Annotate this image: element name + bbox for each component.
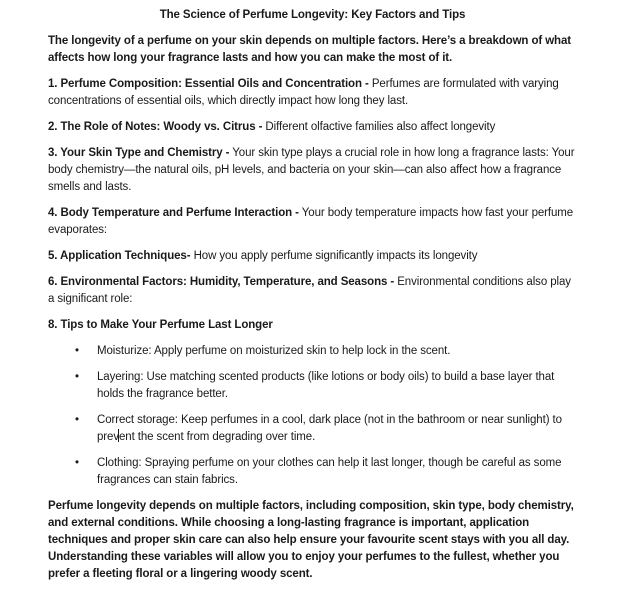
section-3-body: Your skin type plays a crucial role in how long a fragrance lasts: Your body chemistry—the natural oils, pH levels, and bacteria on your skin—can also affect how a fragrance smells and lasts. [48,147,575,193]
list-item [48,412,577,446]
tip-storage-before-caret: Correct storage: Keep perfumes in a cool, dark place (not in the bathroom or near sunlight) to prev [97,414,562,443]
intro-paragraph: The longevity of a perfume on your skin depends on multiple factors. Here’s a breakdown of what affects how long your fragrance lasts and how you can make the most of it. [48,35,571,64]
section-4 [48,205,577,239]
section-2-body: Different olfactive families also affect longevity [265,121,496,133]
section-6-heading: 6. Environmental Factors: Humidity, Temperature, and Seasons - [48,276,395,288]
section-8 [48,317,577,334]
tip-storage-after-caret: ent the scent from degrading over time. [118,431,316,443]
section-5-heading: 5. Application Techniques- [48,250,191,262]
section-1-heading: 1. Perfume Composition: Essential Oils and Concentration - [48,78,369,90]
section-4-heading: 4. Body Temperature and Perfume Interaction - [48,207,299,219]
section-6-body: Environmental conditions also play a significant role: [48,276,571,305]
bullet-icon: • [75,457,79,469]
list-item [48,369,577,403]
list-item [48,455,577,489]
section-6 [48,274,577,308]
section-4-body: Your body temperature impacts how fast your perfume evaporates: [48,207,574,236]
tips-list [48,343,577,489]
section-1-body: Perfumes are formulated with varying concentrations of essential oils, which directly impact how long they last. [48,78,559,107]
bullet-icon: • [75,345,79,357]
section-1 [48,76,577,110]
section-5-body: How you apply perfume significantly impacts its longevity [193,250,478,262]
document-title: The Science of Perfume Longevity: Key Factors and Tips [159,9,466,21]
tip-clothing: Clothing: Spraying perfume on your clothes can help it last longer, though be careful as some fragrances can stain fabrics. [97,457,562,486]
section-5 [48,248,577,265]
list-item [48,343,577,360]
section-3 [48,145,577,196]
bullet-icon: • [75,414,79,426]
section-2 [48,119,577,136]
tip-layering: Layering: Use matching scented products (like lotions or body oils) to build a base layer that holds the fragrance better. [97,371,555,400]
conclusion-paragraph: Perfume longevity depends on multiple factors, including composition, skin type, body chemistry, and external conditions. While choosing a long-lasting fragrance is important, application techniques and proper skin care can also help ensure your favourite scent stays with you all day. Understanding these variables will allow you to enjoy your perfumes to the fullest, whether you prefer a fleeting floral or a lingering woody scent. [48,500,574,580]
section-3-heading: 3. Your Skin Type and Chemistry - [48,147,230,159]
tip-moisturize: Moisturize: Apply perfume on moisturized skin to help lock in the scent. [97,345,451,357]
section-8-heading: 8. Tips to Make Your Perfume Last Longer [48,319,273,331]
bullet-icon: • [75,371,79,383]
section-2-heading: 2. The Role of Notes: Woody vs. Citrus - [48,121,263,133]
